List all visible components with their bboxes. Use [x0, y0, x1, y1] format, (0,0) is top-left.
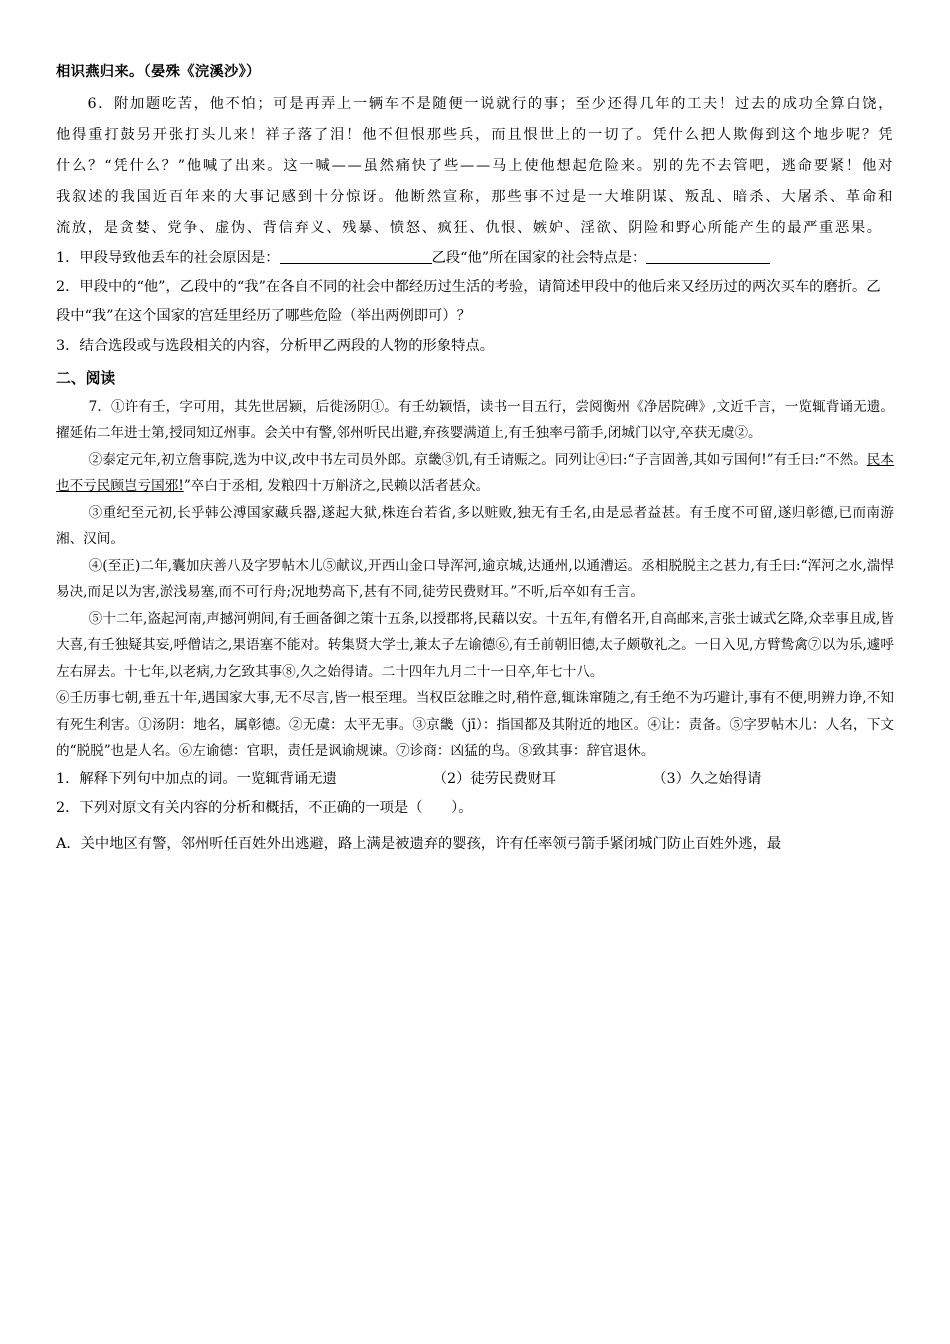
- sub-question-1: [56, 765, 894, 794]
- section-title-reading: 二、阅读: [56, 369, 116, 387]
- item-7-number: 7．: [88, 398, 112, 415]
- sub-question-1-item-3: （3）久之始得请: [652, 770, 762, 787]
- item-7-paragraph-6: ⑥壬历事七朝,垂五十年,遇国家大事,无不尽言,皆一根至理。当权臣忿睢之时,稍忤意,辄诛窜随之,有壬绝不为巧避计,事有不便,明辨力诤,不知有死生利害。①汤阴：地名，属彰德。②无虞：太平无事。③京畿（jī）：指国都及其附近的地区。④让：责备。⑤字罗帖木儿：人名，下文的“脱脱”也是人名。⑥左谕德：官职，责任是讽谕规谏。⑦诊商：凶猛的鸟。⑧致其事：辞官退休。: [56, 690, 894, 760]
- answer-blank-2[interactable]: [646, 248, 770, 263]
- header-quote: 相识燕归来。（晏殊《浣溪沙》）: [56, 64, 261, 80]
- passage-6: 6．附加题吃苦，他不怕；可是再弄上一辆车不是随便一说就行的事；至少还得几年的工夫！过去的成功全算白饶，他得重打鼓另开张打头儿来！祥子落了泪！他不但恨那些兵，而且恨世上的一切了。凭什么把人欺侮到这个地步呢？凭什么？“凭什么？”他喊了出来。这一喊——虽然痛快了些——马上使他想起危险来。别的先不去管吧，逃命要紧！他对我叙述的我国近百年来的大事记感到十分惊讶。他断然宣称，那些事不过是一大堆阴谋、叛乱、暗杀、大屠杀、革命和流放，是贪婪、党争、虚伪、背信弃义、残暴、愤怒、疯狂、仇恨、嫉妒、淫欲、阴险和野心所能产生的最严重恶果。: [56, 95, 894, 236]
- sub-question-1-item-2: （2）徒劳民费财耳: [432, 770, 557, 787]
- question-1-part1: 1．甲段导致他丢车的社会原因是：: [56, 249, 280, 266]
- paragraph-2-underlined: 民本也不亏民顾岂亏国邪!: [56, 451, 894, 495]
- sub-question-1-item-1: 1．解释下列句中加点的词。一览辄背诵无遗: [56, 770, 337, 787]
- sub-question-2-option-a: A．关中地区有警，邻州听任百姓外出逃避，路上满是被遗弃的婴孩，许有任率领弓箭手紧闭城门防止百姓外逃，最: [56, 835, 782, 852]
- question-3: 3．结合选段或与选段相关的内容，分析甲乙两段的人物的形象特点。: [56, 337, 494, 354]
- question-2: 2．甲段中的“他”，乙段中的“我”在各自不同的社会中都经历过生活的考验，请简述甲段中的他后来又经历过的两次买车的磨折。乙段中“我”在这个国家的宫廷里经历了哪些危险（举出两例即可）？: [56, 278, 881, 325]
- paragraph-2-start: ②泰定元年,初立詹事院,选为中议,改中书左司员外郎。京畿③饥,有壬请赈之。同列让④曰:“子言固善,其如亏国何!”有壬曰:“不然。: [88, 451, 867, 468]
- item-7-paragraph-2: [56, 447, 894, 500]
- paragraph-2-end: ”卒白于丞相, 发粮四十万斛济之,民赖以活者甚众。: [183, 478, 490, 495]
- item-7-paragraph-1: ①许有壬，字可用，其先世居颍，后徙汤阴①。有壬幼颖悟，读书一目五行，尝阅衡州《净居院碑》,文近千言，一览辄背诵无遗。擢延佑二年进士第,授同知辽州事。会关中有警,邻州听民出避,弃孩婴满道上,有壬独率弓箭手,闭城门以守,卒获无虞②。: [56, 398, 894, 442]
- item-7-paragraph-4: ④(至正)二年,囊加庆善八及字罗帖木儿⑤献议,开西山金口导浑河,逾京城,达通州,以通漕运。丞相脱脱主之甚力,有壬曰:“浑河之水,湍悍易决,而足以为害,淤浅易塞,而不可行舟;况地势高下,甚有不同,徒劳民费财耳。”不听,后卒如有壬言。: [56, 557, 894, 601]
- item-7-paragraph-5: ⑤十二年,盗起河南,声撼河朔间,有壬画备御之策十五条,以授郡将,民藉以安。十五年,有僧名开,自高邮来,言张士诚式乞降,众幸事且成,皆大喜,有壬独疑其妄,呼僧诘之,果语塞不能对。转集贤大学士,兼太子左谕德⑥,有壬前朝旧德,太子颇敬礼之。一日入见,方臂鸷禽⑦以为乐,遽呼左右屏去。十七年,以老病,力乞致其事⑧,久之始得请。二十四年九月二十一日卒,年七十八。: [56, 610, 894, 680]
- answer-blank-1[interactable]: [280, 248, 432, 263]
- question-1-part2: 乙段“他”所在国家的社会特点是：: [431, 249, 647, 266]
- item-7-paragraph-3: ③重纪至元初,长乎韩公溥国家藏兵器,遂起大狱,株连台若省,多以赃败,独无有壬名,由是忌者益甚。有壬度不可留,遂归彰德,已而南游湘、汉间。: [56, 504, 894, 548]
- sub-question-2: 2．下列对原文有关内容的分析和概括，不正确的一项是（ ）。: [56, 800, 473, 817]
- item-7: [56, 394, 894, 447]
- question-1: [56, 244, 894, 273]
